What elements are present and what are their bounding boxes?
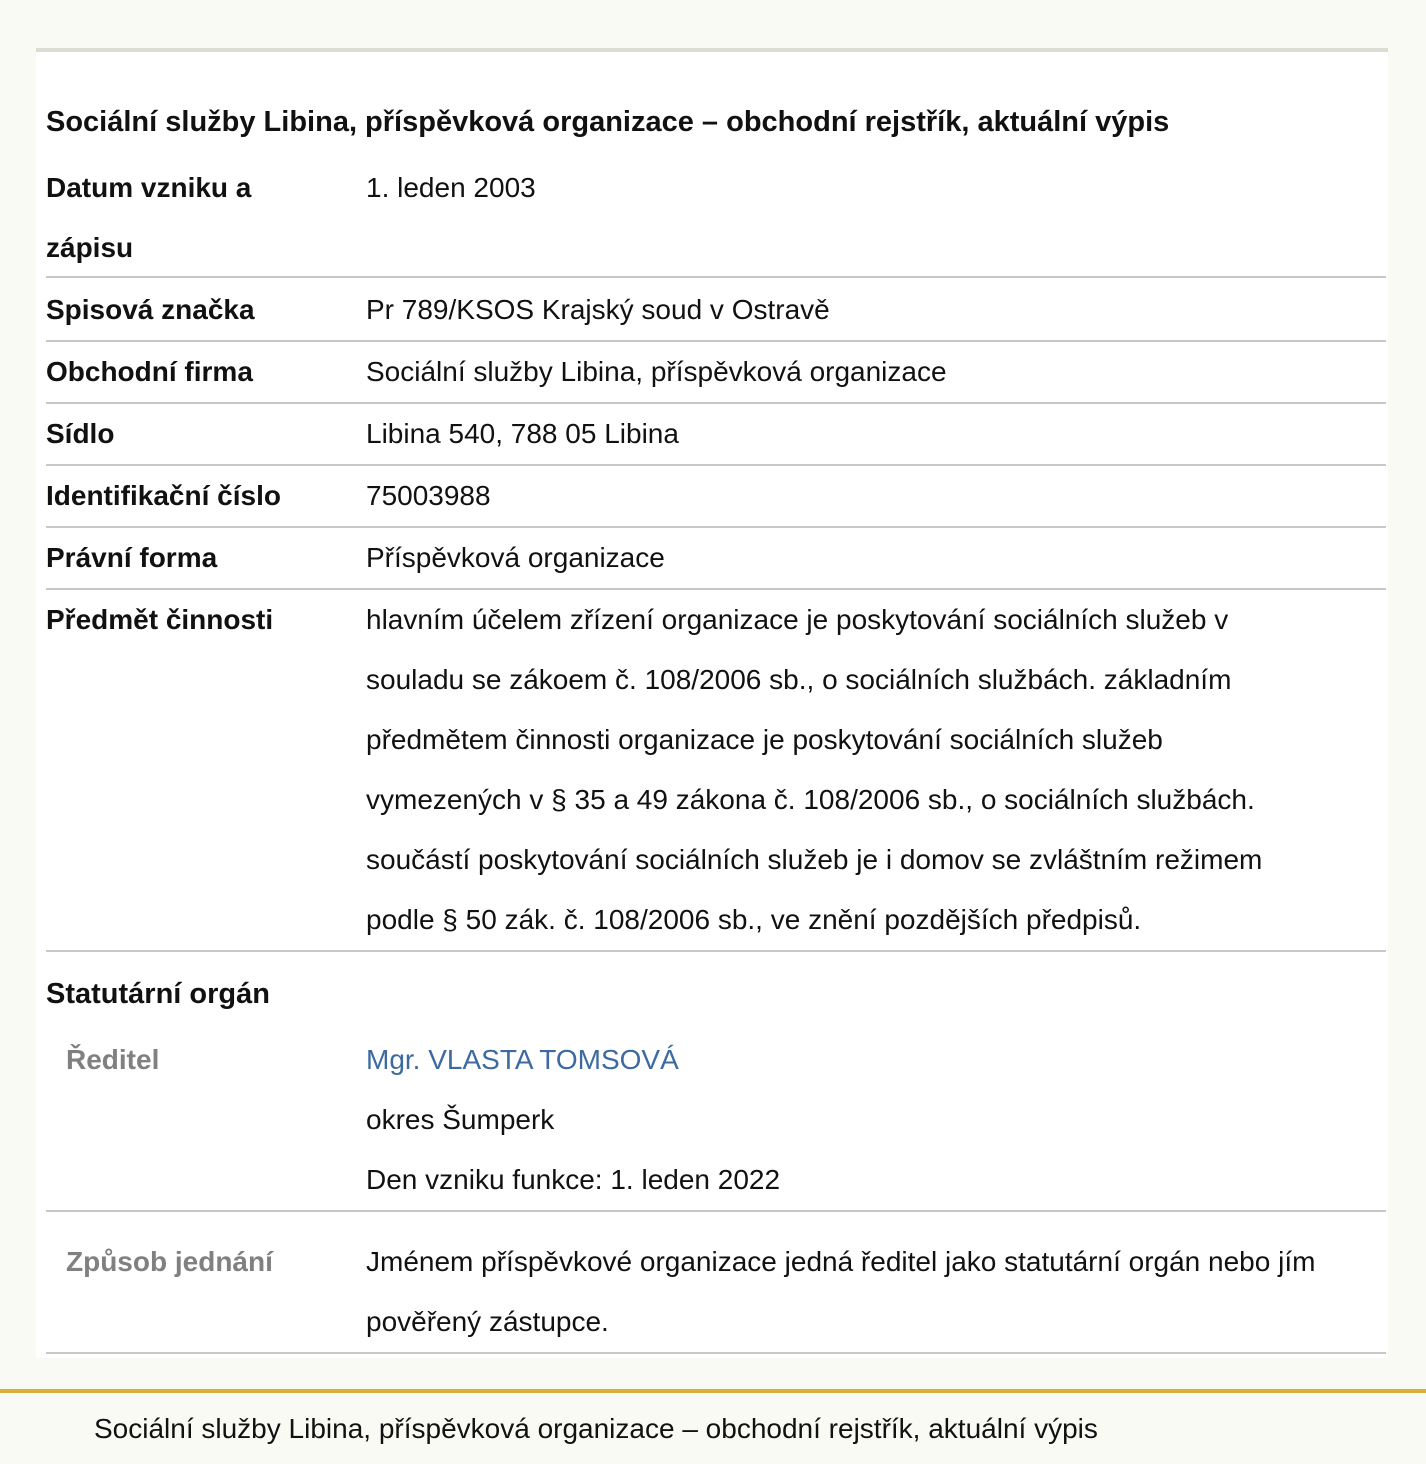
row-sublabel: Způsob jednání bbox=[66, 1246, 273, 1277]
footer bbox=[0, 1389, 1426, 1464]
row-label bbox=[46, 158, 346, 278]
row-value: Libina 540, 788 05 Libina bbox=[366, 418, 679, 449]
director-since: Den vzniku funkce: 1. leden 2022 bbox=[366, 1164, 781, 1195]
row-value bbox=[366, 590, 1390, 950]
row-value-line: vymezených v § 35 a 49 zákona č. 108/2006 sb., o sociálních službách. bbox=[366, 784, 1255, 815]
row-value: Pr 789/KSOS Krajský soud v Ostravě bbox=[366, 294, 830, 325]
row-value bbox=[366, 1232, 1390, 1352]
row-value-line: pověřený zástupce. bbox=[366, 1306, 609, 1337]
row-business-activity bbox=[46, 590, 1386, 952]
director-name-link[interactable]: Mgr. VLASTA TOMSOVÁ bbox=[366, 1044, 679, 1075]
statutory-body-heading: Statutární orgán bbox=[46, 978, 270, 1010]
row-label: Právní forma bbox=[46, 542, 218, 573]
row-label: Předmět činnosti bbox=[46, 604, 274, 635]
register-card bbox=[36, 48, 1388, 1358]
row-director bbox=[46, 1030, 1386, 1212]
row-label: Obchodní firma bbox=[46, 356, 253, 387]
page-title: Sociální služby Libina, příspěvková organizace – obchodní rejstřík, aktuální výpis bbox=[46, 106, 1170, 138]
row-label: Identifikační číslo bbox=[46, 480, 281, 511]
row-value: 75003988 bbox=[366, 480, 491, 511]
row-value: Příspěvková organizace bbox=[366, 542, 665, 573]
row-value bbox=[366, 158, 1390, 218]
row-id-number bbox=[46, 466, 1386, 528]
row-value: Sociální služby Libina, příspěvková organizace bbox=[366, 356, 947, 387]
row-value-line: hlavním účelem zřízení organizace je poskytování sociálních služeb v bbox=[366, 604, 1229, 635]
row-value-line: Jménem příspěvkové organizace jedná ředitel jako statutární orgán nebo jím bbox=[366, 1246, 1316, 1277]
row-value-line: 1. leden 2003 bbox=[366, 172, 536, 203]
row-legal-form bbox=[46, 528, 1386, 590]
row-value bbox=[366, 1030, 1390, 1210]
footer-title: Sociální služby Libina, příspěvková organizace – obchodní rejstřík, aktuální výpis bbox=[94, 1413, 1098, 1444]
row-label: Sídlo bbox=[46, 418, 115, 449]
director-district: okres Šumperk bbox=[366, 1104, 555, 1135]
row-seat bbox=[46, 404, 1386, 466]
row-file-number bbox=[46, 280, 1386, 342]
row-label-line: zápisu bbox=[46, 232, 134, 263]
row-label-line: Datum vzniku a bbox=[46, 172, 252, 203]
row-value-line: souladu se zákoem č. 108/2006 sb., o sociálních službách. základním bbox=[366, 664, 1232, 695]
row-value-line: předmětem činnosti organizace je poskytování sociálních služeb bbox=[366, 724, 1163, 755]
row-date-of-registration bbox=[46, 158, 1386, 278]
row-value-line: součástí poskytování sociálních služeb je i domov se zvláštním režimem bbox=[366, 844, 1263, 875]
row-business-name bbox=[46, 342, 1386, 404]
row-value-line: podle § 50 zák. č. 108/2006 sb., ve znění pozdějších předpisů. bbox=[366, 904, 1142, 935]
row-sublabel: Ředitel bbox=[66, 1044, 160, 1075]
row-label: Spisová značka bbox=[46, 294, 255, 325]
row-acting-method bbox=[46, 1232, 1386, 1354]
